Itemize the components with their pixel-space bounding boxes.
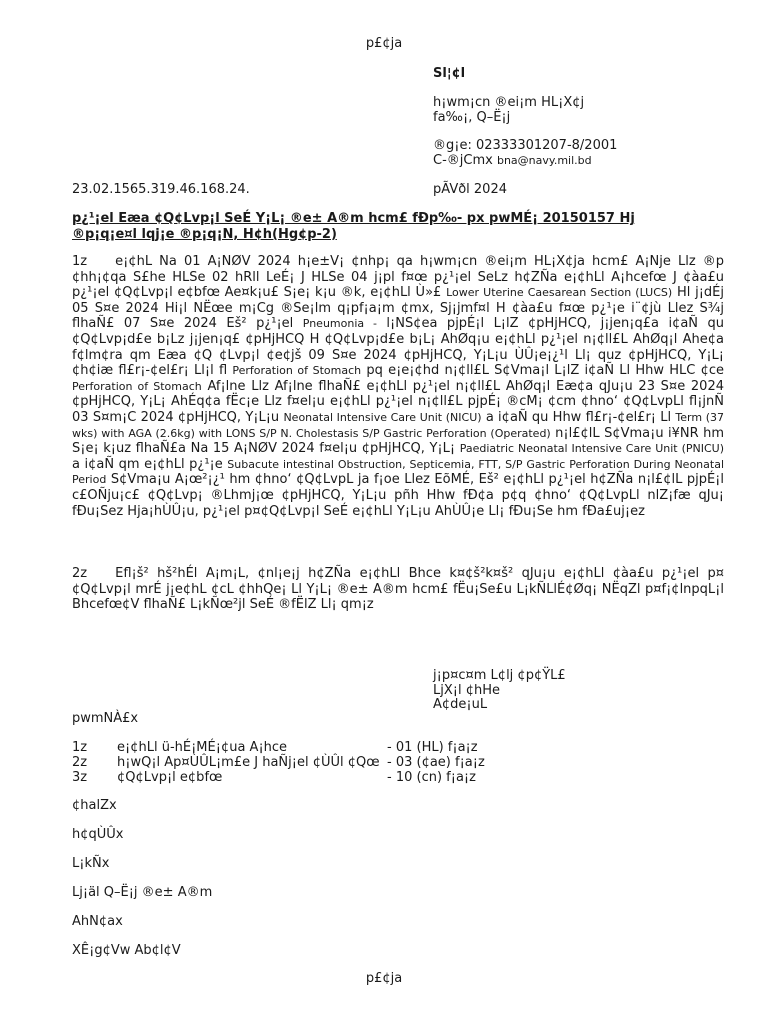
drafting-authority: XÊ¡g¢Vw Ab¢l¢V [72,943,181,958]
email-line [433,153,592,169]
subject-line-1: p¿¹¡el Eæa ¢Q¢Lvp¡l SeÉ Y¡L¡ ®e± A®m hcm£ fÐp‰- px pwMÉ¡ 20150157 Hj [72,211,635,226]
attachments-list [72,740,485,785]
paragraph-2-number: 2z [72,566,88,581]
office-name: h¡wm¡cn ®ei¡m HL¡X¢j [433,95,585,110]
paragraph-1: 1z e¡¢hL Na 01 A¡NØV 2024 h¡e±V¡ ¢nhp¡ qa h¡wm¡cn ®ei¡m HL¡X¢ja hcm£ A¡Nje Llz ®p ¢hh¡¢qa S£he HLSe 02 hRll LeÉ¡ J HLSe 04 j¡pl f¤œ p¿¹¡el SeLz h¢ZÑa e¡¢hLl A¡hcefœ J ¢àa£u p¿¹¡el ¢Q¢Lvp¡l e¢bfœ Ae¤k¡u£ S¡e¡ k¡u ®k, e¡¢hLl Ù»£ Lower Uterine Caesarean Section (LUCS) Hl j¡dÉj 05 S¤e 2024 Hi¡l NËœe m¡Cg ®Se¡lm q¡pf¡a¡m ¢mx, Sj¡jmf¤l H ¢àa£u f¤œ p¿¹¡e i¨¢jù Llez S¾j flhaÑ£ 07 S¤e 2024 Eš² p¿¹¡el Pneumonia - l¡NS¢ea pjpÉ¡l L¡lZ ¢pHjHCQ, j¡jen¡q£a i¢aÑ qu ¢Q¢Lvp¡d£e b¡Lz j¡jen¡q£ ¢pHjHCQ H ¢Q¢Lvp¡d£e b¡L¡ AhØq¡u e¡¢hLl p¿¹¡el n¡¢ll£L AhØq¡l Ahe¢a f¢lm¢ra qm Eæa ¢Q ¢Lvp¡l ¢e¢jš 09 S¤e 2024 ¢pHjHCQ, Y¡L¡u ÙÛ¡e¡¿¹l Ll¡ quz ¢pHjHCQ, Y¡L¡ ¢h¢iæ fl£r¡-¢el£r¡ Ll¡l fl Perforation of Stomach pq e¡e¡¢hd n¡¢ll£L S¢Vma¡l L¡lZ i¢aÑ Ll Hhw HLC ¢ce Perforation of Stomach Af¡lne Llz Af¡lne flhaÑ£ e¡¢hLl p¿¹¡el n¡¢ll£L AhØq¡l Eæ¢a qJu¡u 23 S¤e 2024 ¢pHjHCQ, Y¡L¡ AhÉq¢a fËc¡e Llz f¤el¡u e¡¢hLl p¿¹¡el n¡¢ll£L pjpÉ¡ ®cM¡ ¢cm ¢hno‘ ¢Q¢LvpLl fl¡jnÑ 03 S¤m¡C 2024 ¢pHjHCQ, Y¡L¡u Neonatal Intensive Care Unit (NICU) a i¢aÑ qu Hhw fl£r¡-¢el£r¡ Ll Term (37 wks) with AGA (2.6kg) with LONS S/P N. Cholestasis S/P Gastric Perforation (Operated) n¡l£¢lL S¢Vma¡u i¥NR hm S¡e¡ k¡uz flhaÑ£a Na 15 A¡NØV 2024 f¤el¡u ¢pHjHCQ, Y¡L¡ Paediatric Neonatal Intensive Care Unit (PNICU) a i¢aÑ qm e¡¢hLl p¿¹¡e Subacute intestinal Obstruction, Septicemia, FTT, S/P Gastric Perforation During Neonatal Period S¢Vma¡u A¡œ²¡¿¹ hm ¢hno‘ ¢Q¢LvpL ja f¡oe Llez EõMÉ, Eš² e¡¢hLl p¿¹¡el h¢ZÑa n¡l£¢lL pjpÉ¡l c£OÑju¡c£ ¢Q¢Lvp¡ ®Lhmj¡œ ¢pHjHCQ, Y¡L¡u pñh Hhw fÐ¢a p¢q ¢hno‘ ¢Q¢LvpLl nlZ¡fæ qJu¡ fÐu¡Sez Hja¡hÙÛ¡u, p¿¹¡el p¤¢Q¢Lvp¡l SeÉ e¡¢hLl Y¡L¡u AhÙÛ¡e Ll¡ fÐu¡Se hm fÐa£uj¡ez [72,254,725,519]
signatory-rank: LjX¡l ¢hHe [433,683,500,698]
email-prefix: C-®jCmx [433,153,493,168]
subject [72,211,724,242]
signatory-name: j¡p¤c¤m L¢lj ¢p¢ŸL£ [433,668,566,683]
attachment-item: 1z e¡¢hLl ü-hÉ¡MÉ¡¢ua A¡hce - 01 (HL) f¡a¡z [72,740,478,755]
action-heading: L¡kÑx [72,856,110,871]
phone-number: ®g¡e: 02333301207-8/2001 [433,138,618,153]
office-location: fa‰¡, Q–Ë¡j [433,110,511,125]
memo-date: pÃVðl 2024 [433,182,507,197]
attachment-item: 2z h¡wQ¡l Ap¤ÙÛL¡m£e J haÑj¡el ¢ÙÛl ¢Qœ - 03 (¢ae) f¡a¡z [72,755,485,770]
bottom-classification-mark: p£¢ja [365,971,403,986]
signatory-designation: A¢de¡uL [433,697,488,712]
ref-label: Sl¦¢l [433,66,466,81]
action-recipient: Lj¡äl Q–Ë¡j ®e± A®m [72,885,213,900]
distribution-heading: ¢halZx [72,798,117,813]
paragraph-1-number: 1z [72,254,88,269]
info-heading: AhN¢ax [72,914,123,929]
attachments-heading: pwmNÀ£x [72,711,139,726]
paragraph-2 [72,566,724,613]
top-classification-mark: p£¢ja [365,36,403,51]
email-address[interactable]: bna@navy.mil.bd [496,154,592,167]
external-heading: h¢qÙÛx [72,827,124,842]
paragraph-2-text: Efl¡š² hš²hÉl A¡m¡L, ¢nl¡e¡j h¢ZÑa e¡¢hLl Bhce k¤¢š²k¤š² qJu¡u e¡¢hLl ¢àa£u p¿¹¡el p¤¢Q¢Lvp¡l mrÉ j¡e¢hL ¢cL ¢hhQe¡ Ll Y¡L¡ ®e± A®m hcm£ fËu¡Se£u L¡kÑLlÉ¢Øq¡ NËqZl p¤f¡¢lnpqL¡l Bhcefœ¢V flhaÑ£ L¡kÑœ²jl SeÉ ®fËlZ Ll¡ qm¡z [72,566,724,613]
subject-line-2: ®p¡q¡e¤l lqj¡e ®p¡q¡N, H¢h(Hg¢p-2) [72,226,337,242]
attachment-item: 3z ¢Q¢Lvp¡l e¢bfœ - 10 (cn) f¡a¡z [72,770,476,785]
memo-number: 23.02.1565.319.46.168.24. [72,182,250,197]
